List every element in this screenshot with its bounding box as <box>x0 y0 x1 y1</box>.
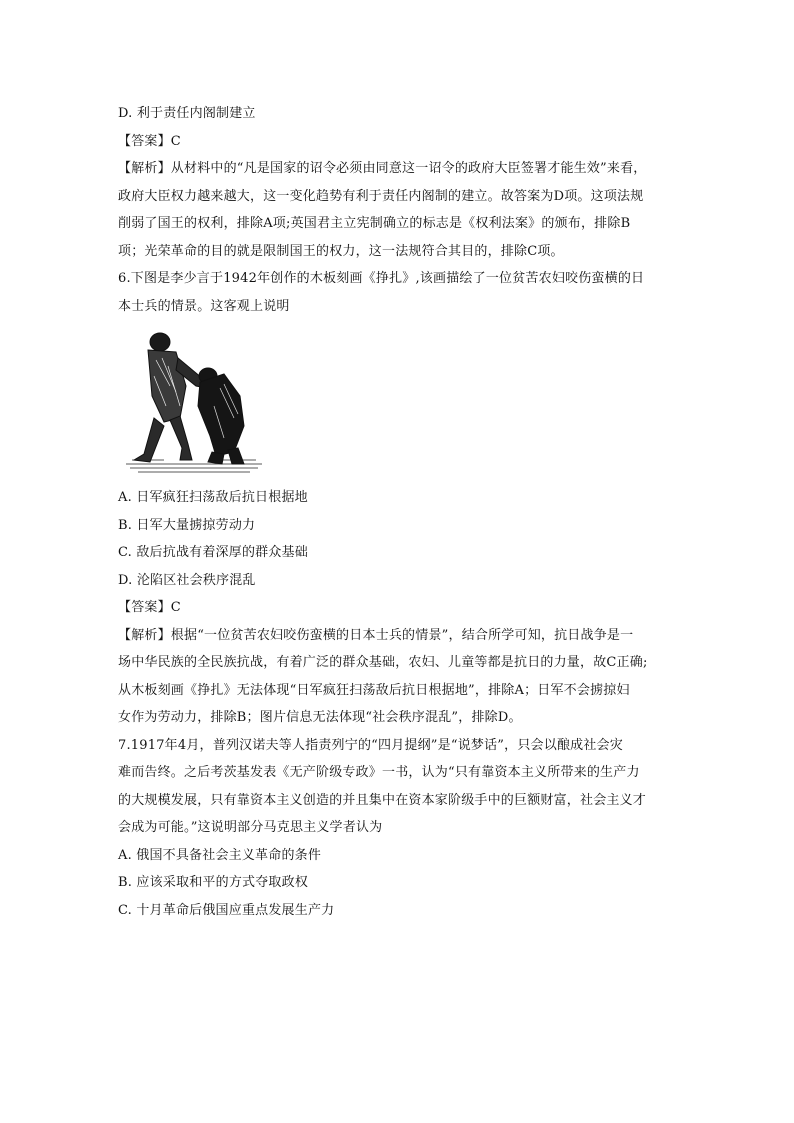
q7-option-c: C. 十月革命后俄国应重点发展生产力 <box>118 902 335 918</box>
q7-option-b: B. 应该采取和平的方式夺取政权 <box>118 875 309 890</box>
q7-stem-line: 7.1917年4月，普列汉诺夫等人指责列宁的“四月提纲”是“说梦话”，只会以酿成社会灾 <box>118 737 623 753</box>
q5-analysis-line: 【解析】从材料中的“凡是国家的诏令必须由同意这一诏令的政府大臣签署才能生效”来看， <box>118 161 647 176</box>
q6-analysis-line: 【解析】根据“一位贫苦农妇咬伤蛮横的日本士兵的情景”，结合所学可知，抗日战争是一 <box>118 627 634 643</box>
q6-analysis-line: 场中华民族的全民族抗战，有着广泛的群众基础，农妇、儿童等都是抗日的力量，故C正确; <box>118 655 648 670</box>
q5-answer: 【答案】C <box>118 133 181 149</box>
q6-option-c: C. 敌后抗战有着深厚的群众基础 <box>118 545 308 560</box>
q6-option-a: A. 日军疯狂扫荡敌后抗日根据地 <box>118 490 308 505</box>
woodcut-image <box>124 326 264 476</box>
document-page <box>118 100 678 924</box>
q6-option-b: B. 日军大量掳掠劳动力 <box>118 517 256 533</box>
q6-answer: 【答案】C <box>118 600 181 615</box>
q7-stem-line: 难而告终。之后考茨基发表《无产阶级专政》一书，认为“只有靠资本主义所带来的生产力 <box>118 765 640 780</box>
q5-analysis-line: 削弱了国王的权利，排除A项;英国君主立宪制确立的标志是《权利法案》的颁布，排除B <box>118 216 631 231</box>
q6-stem-line: 6.下图是李少言于1942年创作的木板刻画《挣扎》,该画描绘了一位贫苦农妇咬伤蛮横的日 <box>118 271 645 286</box>
q7-stem-line: 会成为可能。”这说明部分马克思主义学者认为 <box>118 820 383 835</box>
q7-stem-line: 的大规模发展，只有靠资本主义创造的并且集中在资本家阶级手中的巨额财富，社会主义才 <box>118 792 647 808</box>
q5-analysis-line: 政府大臣权力越来越大，这一变化趋势有利于责任内阁制的建立。故答案为D项。这项法规 <box>118 188 644 204</box>
q7-option-a: A. 俄国不具备社会主义革命的条件 <box>118 847 322 863</box>
q6-option-d: D. 沦陷区社会秩序混乱 <box>118 572 256 588</box>
q5-analysis-line: 项；光荣革命的目的就是限制国王的权力，这一法规符合其目的，排除C项。 <box>118 243 564 259</box>
q6-analysis-line: 女作为劳动力，排除B；图片信息无法体现“社会秩序混乱”，排除D。 <box>118 710 522 725</box>
q6-analysis-line: 从木板刻画《挣扎》无法体现“日军疯狂扫荡敌后抗日根据地”，排除A；日军不会掳掠妇 <box>118 682 630 698</box>
q5-option-d: D. 利于责任内阁制建立 <box>118 106 256 121</box>
q6-stem-line: 本士兵的情景。这客观上说明 <box>118 298 290 314</box>
